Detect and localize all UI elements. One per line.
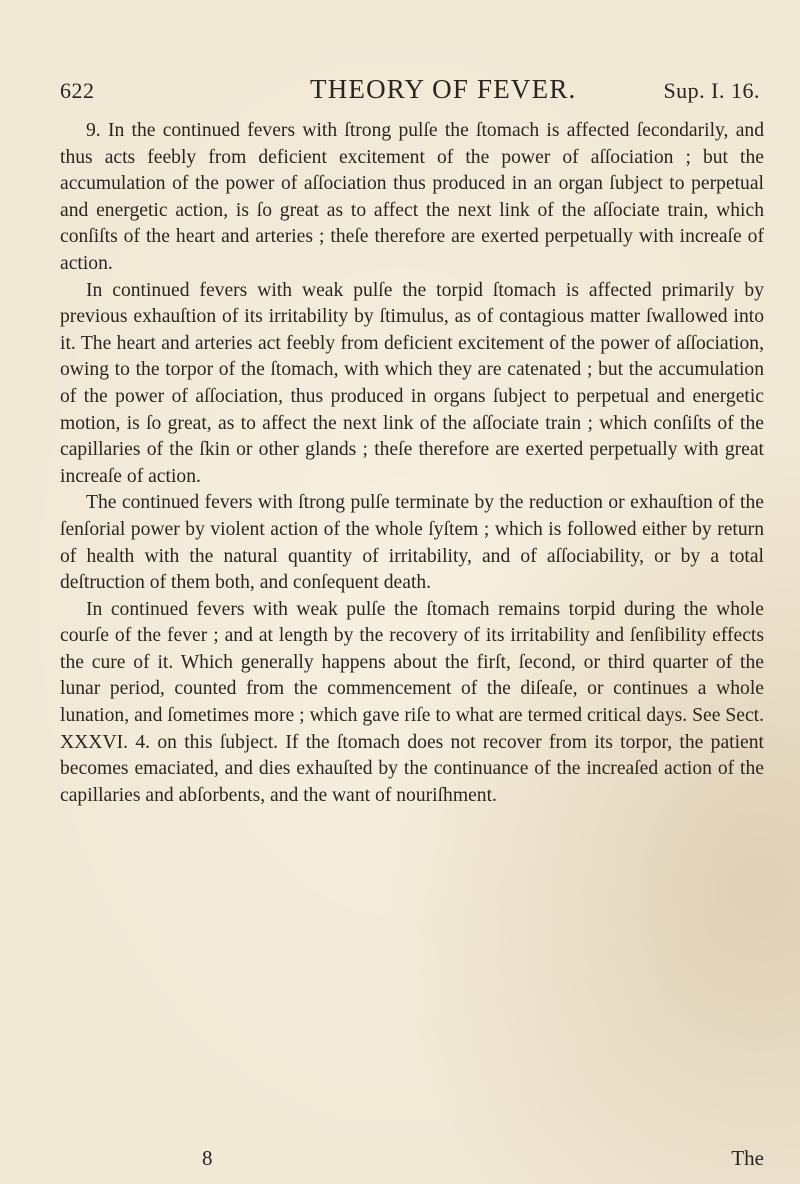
paragraph-3: The continued fevers with ſtrong pulſe terminate by the reduction or exhauſtion of the ſenſorial power by violent action of the whole ſyſtem ; which is followed either by return of health with the natural quantity of irritability, and of aſſociability, or by a total deſtruction of them both, and conſequent death. — [60, 492, 764, 594]
body-text — [60, 118, 764, 809]
signature-mark: 8 — [202, 1146, 213, 1170]
catchword: The — [731, 1146, 764, 1170]
page-number: 622 — [60, 78, 95, 103]
paragraph-2: In continued fevers with weak pulſe the torpid ſtomach is affected primarily by previous exhauſtion of its irritability by ſtimulus, as of contagious matter ſwallowed into it. The heart and arteries act feebly from deficient excitement of the power of aſſociation, owing to the torpor of the ſtomach, with which they are catenated ; but the accumulation of the power of aſſociation, thus produced in organs ſubject to perpetual and energetic motion, is ſo great, as to affect the next link of the aſſociate train ; which conſiſts of the capillaries of the ſkin or other glands ; theſe therefore are exerted perpetually with great increaſe of action. — [60, 279, 764, 487]
paragraph-1: 9. In the continued fevers with ſtrong pulſe the ſtomach is affected ſecondarily, and thus acts feebly from deficient excitement of the power of aſſociation ; but the accumulation of the power of aſſociation thus produced in an organ ſubject to perpetual and energetic action, is ſo great as to affect the next link of the aſſociate train, which conſiſts of the heart and arteries ; theſe therefore are exerted perpetually with increaſe of action. — [60, 120, 764, 274]
section-reference: Sup. I. 16. — [663, 78, 760, 103]
page-header — [60, 74, 760, 114]
page-footer — [60, 1146, 764, 1176]
running-title: THEORY OF FEVER. — [310, 74, 577, 104]
paragraph-4: In continued fevers with weak pulſe the ſtomach remains torpid during the whole courſe of the fever ; and at length by the recovery of its irritability and ſenſibility effects the cure of it. Which generally happens about the firſt, ſecond, or third quarter of the lunar period, counted from the commencement of the diſeaſe, or continues a whole lunation, and ſometimes more ; which gave riſe to what are termed critical days. See Sect. XXXVI. 4. on this ſubject. If the ſtomach does not recover from its torpor, the patient becomes emaciated, and dies exhauſted by the continuance of the increaſed action of the capillaries and abſorbents, and the want of nouriſhment. — [60, 598, 764, 806]
